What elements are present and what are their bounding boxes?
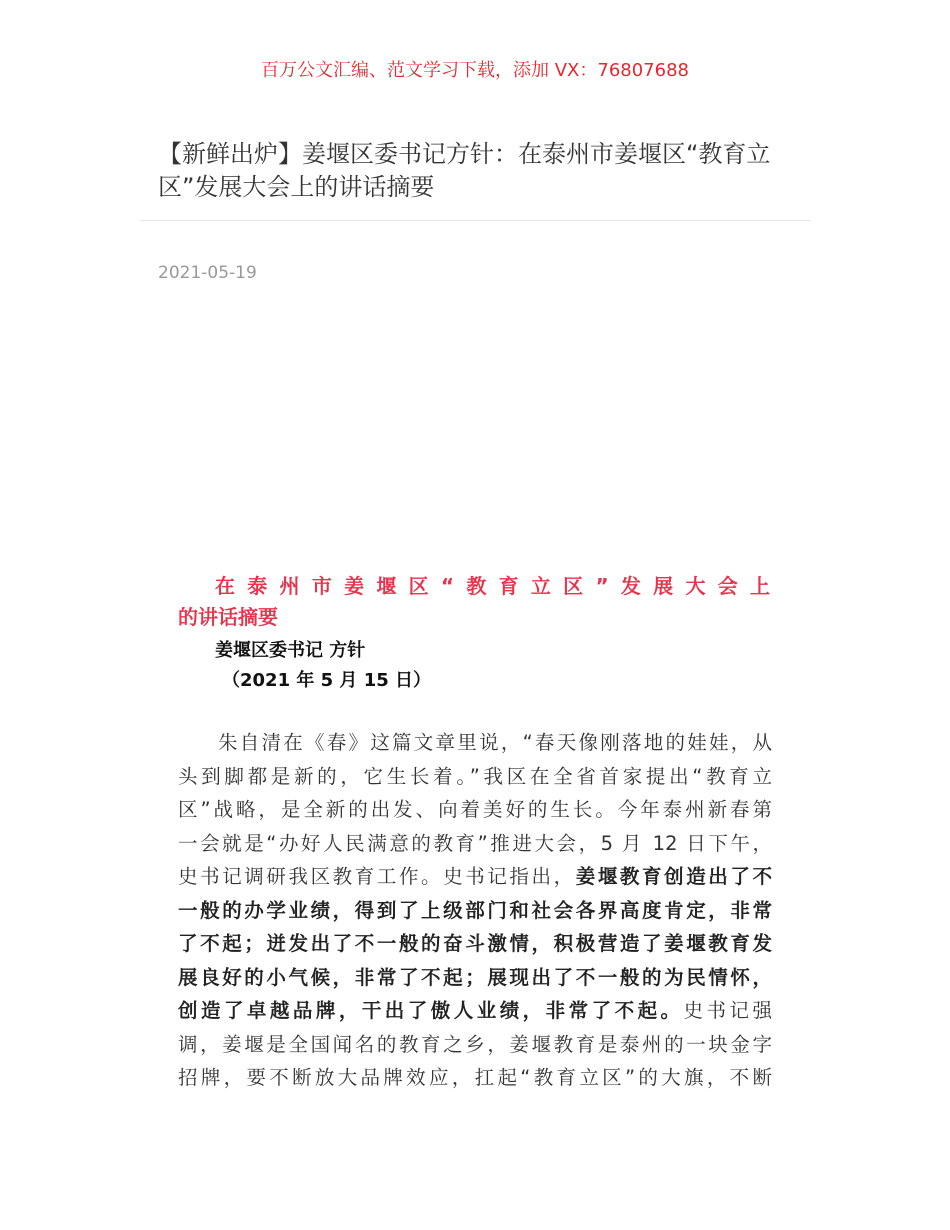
body-emphasis: 创造了卓越品牌，干出了傲人业绩，非常了不起。 [178, 999, 684, 1022]
body-line: 调，姜堰是全国闻名的教育之乡，姜堰教育是泰州的一块金字 [178, 1032, 772, 1056]
body-line [178, 894, 772, 928]
speech-heading-line-1: 在泰州市姜堰区“教育立区”发展大会上 [215, 574, 772, 598]
body-line: 头到脚都是新的，它生长着。”我区在全省首家提出“教育立 [178, 764, 772, 788]
title-divider [140, 220, 810, 221]
body-text: 史书记强 [683, 999, 772, 1022]
body-line: 朱自清在《春》这篇文章里说，“春天像刚落地的娃娃，从 [218, 731, 772, 754]
speech-heading [178, 571, 772, 633]
promo-banner: 百万公文汇编、范文学习下载，添加 VX：76807688 [261, 60, 689, 81]
speech-date: （2021 年 5 月 15 日） [222, 670, 432, 691]
body-line: 一会就是“办好人民满意的教育”推进大会，5 月 12 日下午， [178, 831, 772, 855]
body-line [178, 961, 772, 995]
speech-body [178, 726, 772, 1095]
body-line: 招牌，要不断放大品牌效应，扛起“教育立区”的大旗，不断 [178, 1066, 772, 1089]
article-title: 【新鲜出炉】姜堰区委书记方针：在泰州市姜堰区“教育立区”发展大会上的讲话摘要 [158, 140, 771, 201]
body-emphasis: 展良好的小气候，非常了不起；展现出了不一般的为民情怀， [178, 965, 772, 989]
speech-author: 姜堰区委书记 方针 [215, 640, 366, 661]
body-text: 史书记调研我区教育工作。史书记指出， [178, 865, 576, 888]
body-emphasis: 一般的办学业绩，得到了上级部门和社会各界高度肯定，非常 [178, 898, 772, 922]
body-line [178, 927, 772, 961]
body-line: 区”战略，是全新的出发、向着美好的生长。今年泰州新春第 [178, 798, 772, 821]
body-emphasis: 了不起；迸发出了不一般的奋斗激情，积极营造了姜堰教育发 [178, 932, 772, 955]
body-line [178, 860, 772, 894]
body-emphasis: 姜堰教育创造出了不 [575, 865, 772, 888]
article-date: 2021-05-19 [158, 263, 257, 283]
body-line [178, 994, 772, 1028]
speech-heading-line-2: 的讲话摘要 [178, 605, 278, 629]
